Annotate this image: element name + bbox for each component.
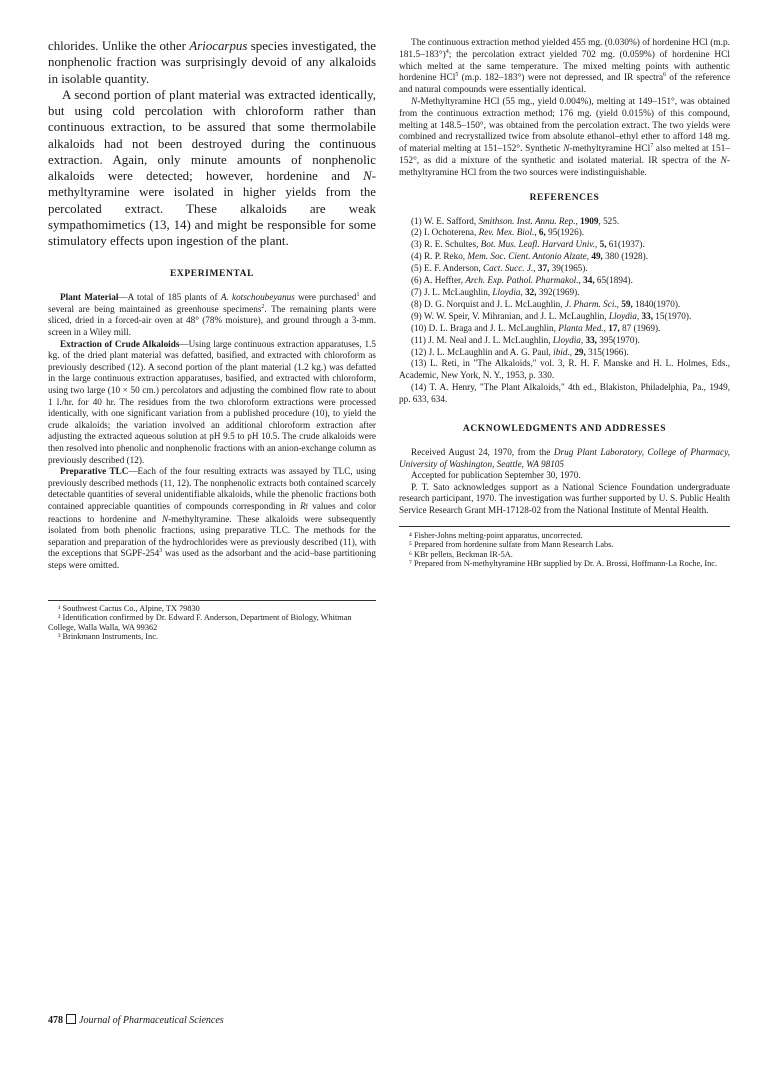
reference-item: (2) I. Ochoterena, Rev. Mex. Biol., 6, 95(1926).: [411, 227, 585, 238]
intro-paragraph: chlorides. Unlike the other Ariocarpus species investigated, the nonphenolic fraction was surprisingly devoid of any alkaloids in isolable quantity.: [48, 39, 376, 86]
reference-list: [399, 216, 730, 407]
reference-item: (5) E. F. Anderson, Cact. Succ. J., 37, 39(1965).: [411, 263, 588, 274]
reference-item: (9) W. W. Speir, V. Mihranian, and J. L. McLaughlin, Lloydia, 33, 15(1970).: [411, 310, 692, 321]
reference-item: (1) W. E. Safford, Smithson. Inst. Annu. Rep., 1909, 525.: [411, 215, 620, 226]
reference-item: (6) A. Heffter, Arch. Exp. Pathol. Pharmakol., 34, 65(1894).: [411, 275, 633, 286]
extraction-paragraph: Extraction of Crude Alkaloids—Using large continuous extraction apparatuses, 1.5 kg. of the dried plant material was defatted, basified, and extracted with chloroform as previously described (12). A second portion of the plant material (1.2 kg.) was defatted in the large continuous extraction apparatuses, basified, and extracted with chloroform, using two large (10 × 50 cm.) percolators and adjusting the combined flow rate to about 1 l./hr. for 40 hr. The residues from the two chloroform extractions were processed identically, with one significant variation from a published procedure (10), to yield the crude alkaloids; the variation involved an additional chloroform extraction after adjusting the extracted aqueous solution at pH 9.5 to pH 10.5. The crude alkaloids were then resolved into phenolic and nonphenolic fractions with an anion-exchange column as previously described (12).: [48, 338, 376, 465]
support-paragraph: P. T. Sato acknowledges support as a National Science Foundation undergraduate research participant, 1970. The investigation was further supported by U. S. Public Health Service Research Grant MH-17128-02 from the National Institute of Mental Health.: [399, 481, 731, 516]
intro-paragraph-2: A second portion of plant material was extracted identically, but using cold percolation with chloroform rather than continuous extraction, to be assured that some thermolabile alkaloids had not been destroyed during the continuous extraction. Again, only minute amounts of nonphenolic alkaloids were detected; however, hordenine and N-methyltyramine were isolated in higher yields from the percolated extract. These alkaloids are weak sympathomimetics (13, 14) and might be responsible for some stimulatory effects upon ingestion of the plant.: [48, 87, 376, 248]
reference-item: (3) R. E. Schultes, Bot. Mus. Leafl. Harvard Univ., 5, 61(1937).: [411, 239, 645, 250]
reference-item: (14) T. A. Henry, "The Plant Alkaloids," 4th ed., Blakiston, Philadelphia, Pa., 1949, pp. 633, 634.: [399, 382, 730, 405]
reference-item: (8) D. G. Norquist and J. L. McLaughlin, J. Pharm. Sci., 59, 1840(1970).: [411, 298, 681, 309]
preparative-tlc-paragraph: Preparative TLC—Each of the four resulting extracts was assayed by TLC, using previously described methods (11, 12). The nonphenolic extracts both contained scarcely detectable quantities of several unidentifiable alkaloids, while the phenolic fractions both contained appreciable quantities of compounds corresponding in Rf values and color reactions to hordenine and N-methyltyramine. These alkaloids were subsequently isolated from both phenolic fractions, using preparative TLC. The methods for the separation and preparation of the hydrochlorides were as previously described (11), with the exceptions that SGPF-$254^3$ was used as the adsorbant and the acid–base partitioning steps were omitted.: [48, 466, 376, 570]
footnote: ⁴ Fisher-Johns melting-point apparatus, uncorrected.: [409, 530, 583, 540]
reference-item: (12) J. L. McLaughlin and A. G. Paul, ibid., 29, 315(1966).: [411, 346, 629, 357]
page-number: 478: [48, 1015, 63, 1026]
footnote: ² Identification confirmed by Dr. Edward F. Anderson, Department of Biology, Whitman College, Walla Walla, WA 99362: [48, 613, 352, 632]
right-column: [399, 38, 730, 569]
methyltyramine-paragraph: N-Methyltyramine HCl (55 mg., yield 0.004%), melting at 149–151°, was obtained from the continuous extraction method; 176 mg. (yield 0.015%) of this compound, melting at 148.5–150°, was obtained from the percolation extract. The two yields were combined and recrystallized twice from absolute ethanol–ethyl ether to afford 148 mg. of material melting at 151–152°. Synthetic N-methyltyramine HCl$^7$ also melted at 151–152°, as did a mixture of the synthetic and isolated material. IR spectra of the N-methyltyramine HCl from the two sources were indistinguishable.: [399, 96, 731, 178]
square-box-icon: [66, 1014, 76, 1024]
reference-item: (11) J. M. Neal and J. L. McLaughlin, Lloydia, 33, 395(1970).: [411, 334, 640, 345]
reference-item: (4) R. P. Reko, Mem. Soc. Cient. Antonio Alzate, 49, 380 (1928).: [411, 251, 648, 262]
page-footer: [48, 1014, 224, 1027]
footnotes-right: [399, 531, 730, 569]
footnote: ⁶ KBr pellets, Beckman IR-5A.: [409, 549, 513, 559]
footnote: ⁷ Prepared from N-methyltyramine HBr supplied by Dr. A. Brossi, Hoffmann-La Roche, Inc.: [409, 559, 718, 569]
reference-item: (13) L. Reti, in "The Alkaloids," vol. 3, R. H. F. Manske and H. L. Holmes, Eds., Academic, New York, N. Y., 1953, p. 330.: [399, 358, 730, 381]
reference-item: (10) D. L. Braga and J. L. McLaughlin, Planta Med., 17, 87 (1969).: [411, 322, 661, 333]
accepted-line: Accepted for publication September 30, 1970.: [411, 470, 581, 481]
footnote: ⁵ Prepared from hordenine sulfate from Mann Research Labs.: [409, 540, 614, 550]
references-heading: REFERENCES: [529, 192, 600, 203]
continuous-extraction-paragraph: The continuous extraction method yielded 455 mg. (0.030%) of hordenine HCl (m.p. 181.5–183°)$^4$; the percolation extract yielded 702 mg. (0.059%) of hordenine HCl which melted at the same temperature. The mixed melting points with authentic hordenine HCl$^5$ (m.p. 182–183°) were not depressed, and IR spectra$^6$ of the reference and natural compounds were essentially identical.: [399, 38, 730, 96]
acknowledgments-heading: ACKNOWLEDGMENTS AND ADDRESSES: [462, 424, 667, 435]
footnote: ¹ Southwest Cactus Co., Alpine, TX 79830: [58, 603, 200, 613]
plant-material-paragraph: Plant Material—A total of 185 plants of A. kotschoubeyanus were purchased$^1$ and several are being maintained as greenhouse specimens$^2$. The remaining plants were sliced, dried in a forced-air oven at 48° (78% moisture), and ground through a 3-mm. screen in a Wiley mill.: [48, 292, 377, 338]
received-line: Received August 24, 1970, from the Drug Plant Laboratory, College of Pharmacy, University of Washington, Seattle, WA 98105: [399, 447, 730, 469]
reference-item: (7) J. L. McLaughlin, Lloydia, 32, 392(1969).: [411, 287, 580, 297]
left-column: [48, 38, 376, 642]
experimental-heading: EXPERIMENTAL: [169, 269, 255, 280]
footnote: ³ Brinkmann Instruments, Inc.: [58, 632, 158, 642]
journal-title: Journal of Pharmaceutical Sciences: [79, 1015, 224, 1026]
footnotes-left: [48, 604, 376, 642]
